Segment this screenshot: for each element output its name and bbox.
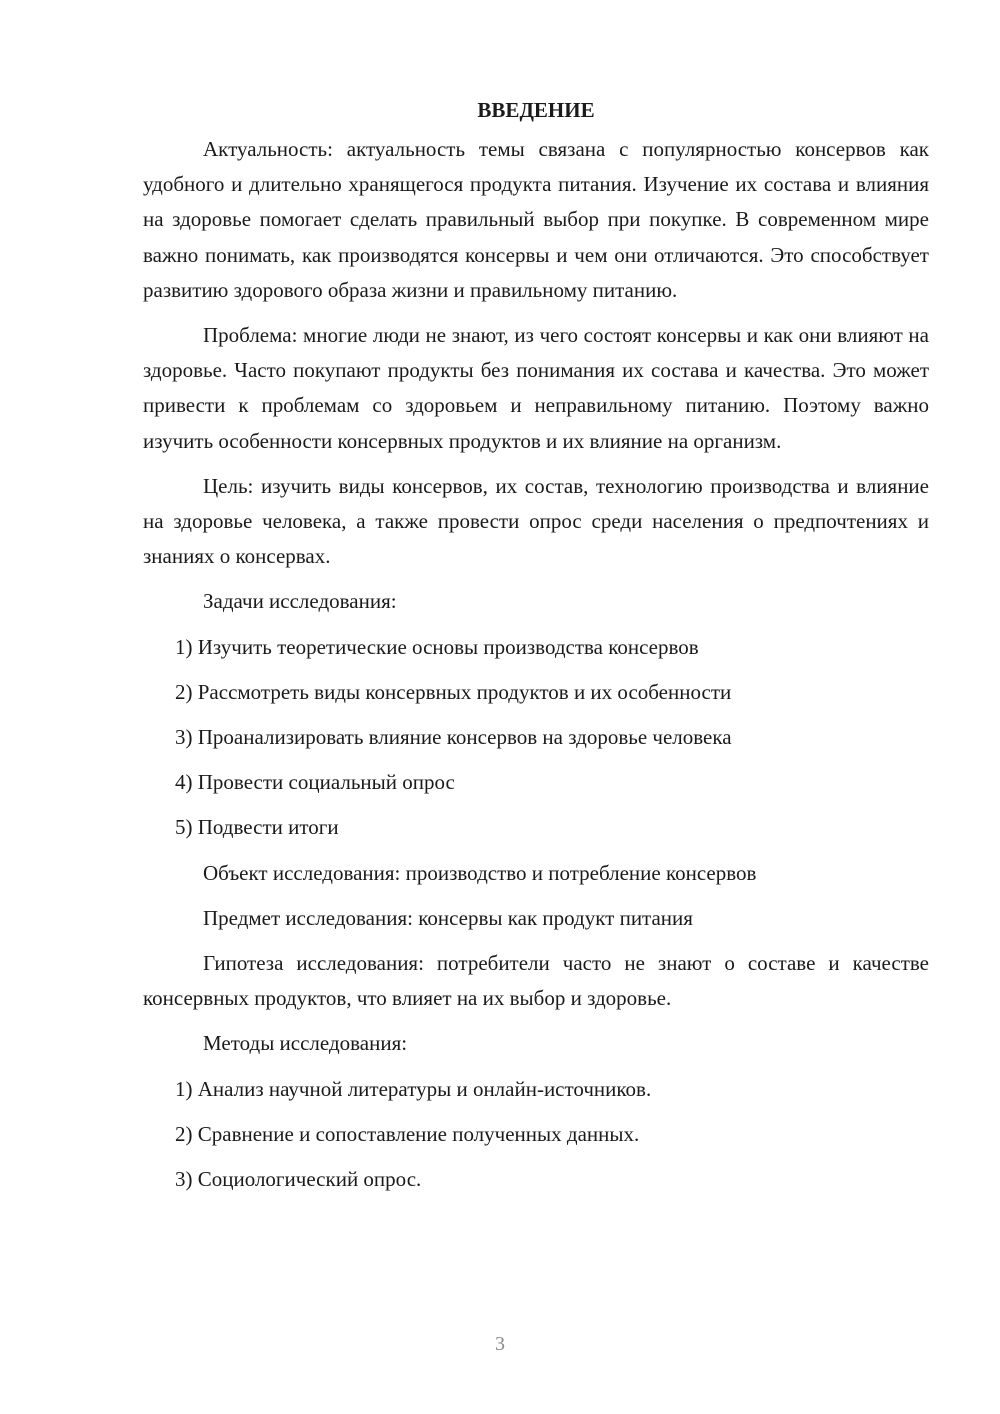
problem-paragraph: Проблема: многие люди не знают, из чего состоят консервы и как они влияют на здоровье. Часто покупают продукты без понимания их состава и качества. Это может привести к проблемам со здоровьем и неправильному питанию. Поэтому важно изучить особенности консервных продуктов и их влияние на организм. bbox=[143, 323, 929, 453]
list-item: 1) Изучить теоретические основы производства консервов bbox=[175, 634, 699, 659]
list-item: 2) Сравнение и сопоставление полученных данных. bbox=[175, 1121, 640, 1146]
relevance-paragraph: Актуальность: актуальность темы связана с популярностью консервов как удобного и длительно хранящегося продукта питания. Изучение их состава и влияния на здоровье помогает сделать правильный выбор при покупке. В современном мире важно понимать, как производятся консервы и чем они отличаются. Это способствует развитию здорового образа жизни и правильному питанию. bbox=[143, 137, 929, 302]
document-page bbox=[143, 92, 929, 1207]
subject-line: Предмет исследования: консервы как продукт питания bbox=[203, 905, 693, 930]
section-title: ВВЕДЕНИЕ bbox=[477, 98, 595, 122]
list-item: 5) Подвести итоги bbox=[175, 815, 339, 840]
object-line: Объект исследования: производство и потребление консервов bbox=[203, 860, 757, 885]
tasks-heading: Задачи исследования: bbox=[203, 589, 397, 614]
list-item: 3) Проанализировать влияние консервов на здоровье человека bbox=[175, 725, 732, 750]
list-item: 4) Провести социальный опрос bbox=[175, 770, 455, 795]
list-item: 2) Рассмотреть виды консервных продуктов и их особенности bbox=[175, 679, 732, 704]
hypothesis-paragraph: Гипотеза исследования: потребители часто не знают о составе и качестве консервных продуктов, что влияет на их выбор и здоровье. bbox=[143, 951, 929, 1011]
goal-paragraph: Цель: изучить виды консервов, их состав, технологию производства и влияние на здоровье человека, а также провести опрос среди населения о предпочтениях и знаниях о консервах. bbox=[143, 473, 929, 569]
methods-heading: Методы исследования: bbox=[203, 1031, 408, 1056]
page-number: 3 bbox=[495, 1333, 505, 1355]
methods-list bbox=[143, 1072, 929, 1198]
list-item: 1) Анализ научной литературы и онлайн-источников. bbox=[175, 1076, 652, 1101]
tasks-list bbox=[143, 630, 929, 846]
list-item: 3) Социологический опрос. bbox=[175, 1167, 422, 1192]
